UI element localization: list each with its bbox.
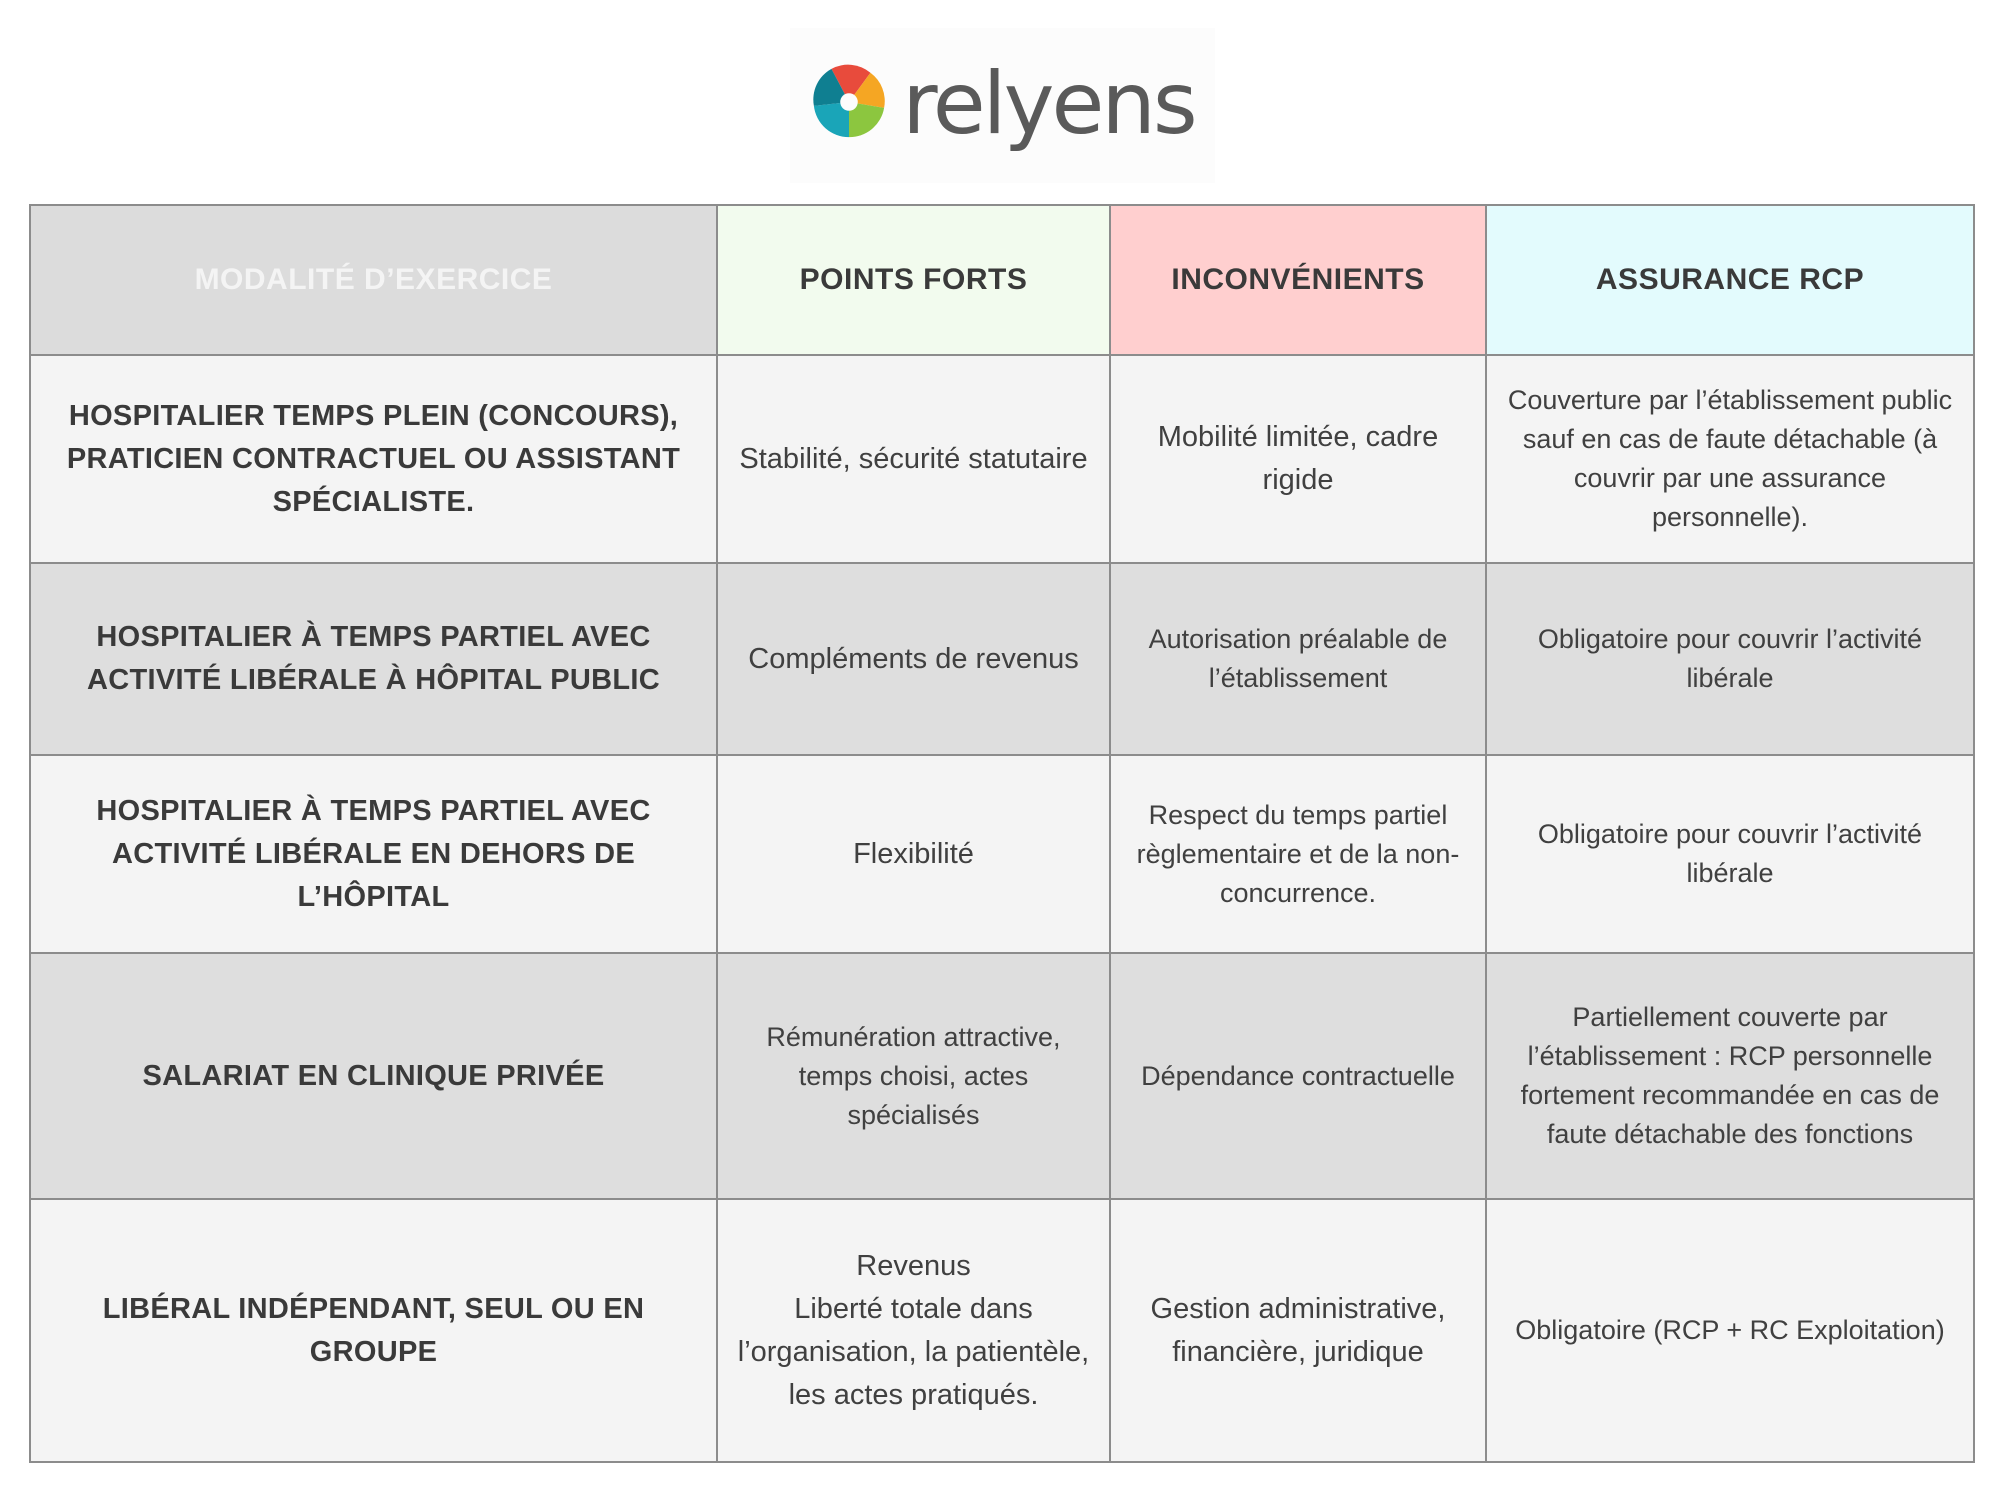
row-modalite: LIBÉRAL INDÉPENDANT, SEUL OU EN GROUPE [30,1199,717,1462]
row-points-forts: Flexibilité [717,755,1110,953]
header-inconvenients: INCONVÉNIENTS [1110,205,1486,355]
row-assurance: Obligatoire pour couvrir l’activité libérale [1486,563,1974,755]
row-points-forts: Stabilité, sécurité statutaire [717,355,1110,563]
table-row [30,953,1974,1199]
table-row [30,355,1974,563]
row-modalite: HOSPITALIER TEMPS PLEIN (CONCOURS), PRATICIEN CONTRACTUEL OU ASSISTANT SPÉCIALISTE. [30,355,717,563]
relyens-logo-icon [810,63,888,141]
table-header-row [30,205,1974,355]
table-row [30,755,1974,953]
row-modalite: HOSPITALIER À TEMPS PARTIEL AVEC ACTIVITÉ LIBÉRALE EN DEHORS DE L’HÔPITAL [30,755,717,953]
logo [790,28,1215,183]
row-inconvenients: Respect du temps partiel règlementaire et de la non-concurrence. [1110,755,1486,953]
row-assurance: Couverture par l’établissement public sauf en cas de faute détachable (à couvrir par une assurance personnelle). [1486,355,1974,563]
row-inconvenients: Autorisation préalable de l’établissement [1110,563,1486,755]
header-assurance-rcp: ASSURANCE RCP [1486,205,1974,355]
row-points-forts: Compléments de revenus [717,563,1110,755]
row-assurance: Obligatoire (RCP + RC Exploitation) [1486,1199,1974,1462]
row-inconvenients: Gestion administrative, financière, juridique [1110,1199,1486,1462]
row-points-forts: Rémunération attractive, temps choisi, actes spécialisés [717,953,1110,1199]
header-modalite: MODALITÉ D’EXERCICE [30,205,717,355]
comparison-table [29,204,1975,1463]
row-modalite: HOSPITALIER À TEMPS PARTIEL AVEC ACTIVITÉ LIBÉRALE À HÔPITAL PUBLIC [30,563,717,755]
logo-wordmark: relyens [902,53,1195,154]
row-assurance: Obligatoire pour couvrir l’activité libérale [1486,755,1974,953]
table-row [30,563,1974,755]
row-inconvenients: Mobilité limitée, cadre rigide [1110,355,1486,563]
table-row [30,1199,1974,1462]
row-inconvenients: Dépendance contractuelle [1110,953,1486,1199]
row-modalite: SALARIAT EN CLINIQUE PRIVÉE [30,953,717,1199]
header-points-forts: POINTS FORTS [717,205,1110,355]
row-assurance: Partiellement couverte par l’établissement : RCP personnelle fortement recommandée en cas de faute détachable des fonctions [1486,953,1974,1199]
row-points-forts: Revenus Liberté totale dans l’organisation, la patientèle, les actes pratiqués. [717,1199,1110,1462]
